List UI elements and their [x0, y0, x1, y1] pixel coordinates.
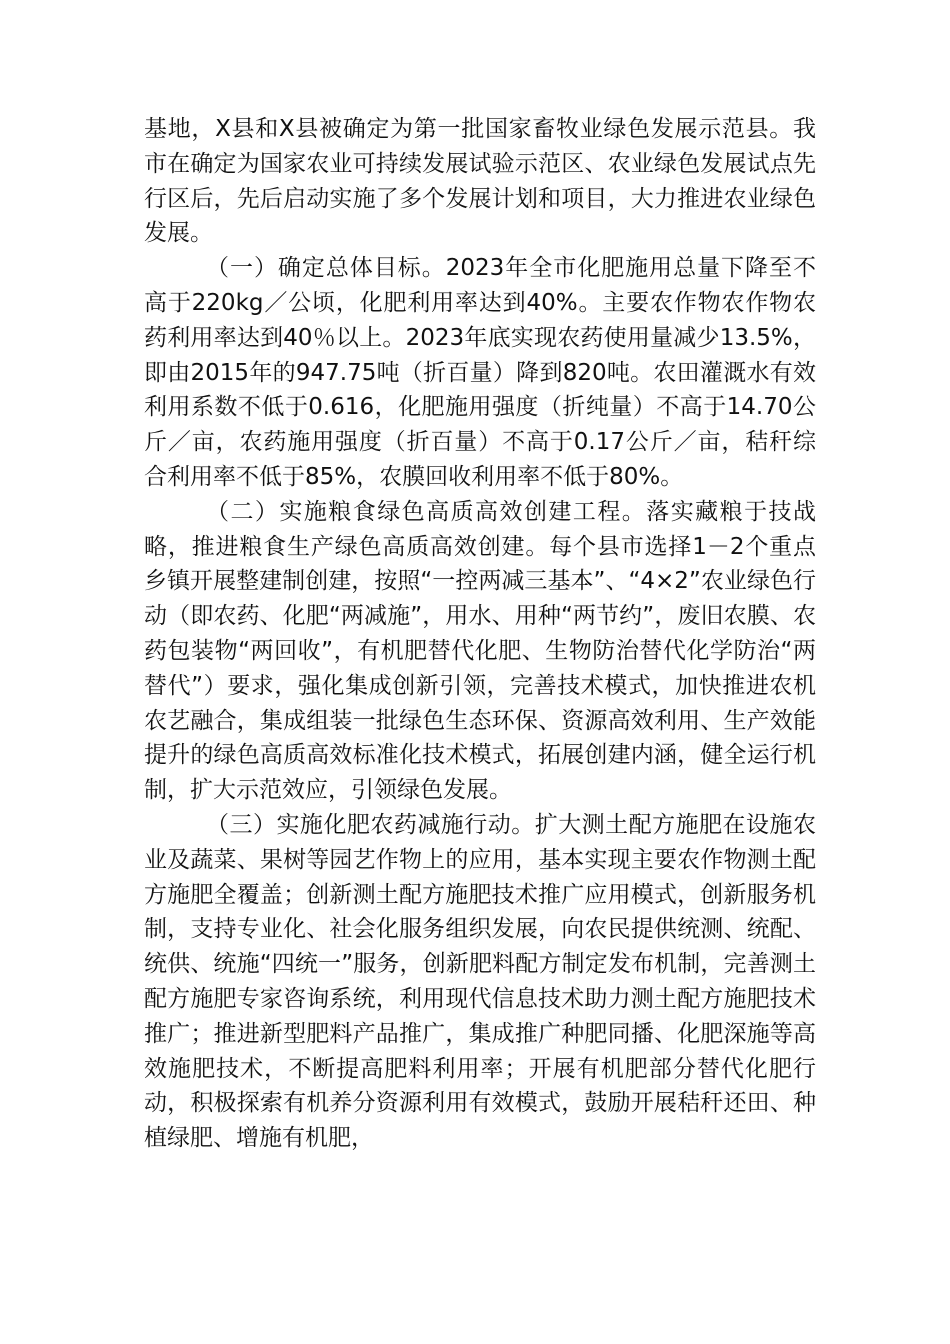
document-body	[144, 112, 816, 1156]
paragraph-continuation: 基地，X县和X县被确定为第一批国家畜牧业绿色发展示范县。我市在确定为国家农业可持续发展试验示范区、农业绿色发展试点先行区后，先后启动实施了多个发展计划和项目，大力推进农业绿色发展。	[144, 116, 816, 247]
paragraph-grain-project: （二）实施粮食绿色高质高效创建工程。落实藏粮于技战略，推进粮食生产绿色高质高效创建。每个县市选择1－2个重点乡镇开展整建制创建，按照“一控两减三基本”、“4×2”农业绿色行动（即农药、化肥“两减施”，用水、用种“两节约”，废旧农膜、农药包装物“两回收”，有机肥替代化肥、生物防治替代化学防治“两替代”）要求，强化集成创新引领，完善技术模式，加快推进农机农艺融合，集成组装一批绿色生态环保、资源高效利用、生产效能提升的绿色高质高效标准化技术模式，拓展创建内涵，健全运行机制，扩大示范效应，引领绿色发展。	[144, 498, 816, 804]
paragraph-overall-goals: （一）确定总体目标。2023年全市化肥施用总量下降至不高于220kg／公顷，化肥利用率达到40%。主要农作物农作物农药利用率达到40％以上。2023年底实现农药使用量减少13.5%，即由2015年的947.75吨（折百量）降到820吨。农田灌溉水有效利用系数不低于0.616，化肥施用强度（折纯量）不高于14.70公斤／亩，农药施用强度（折百量）不高于0.17公斤／亩，秸秆综合利用率不低于85%，农膜回收利用率不低于80%。	[144, 255, 816, 490]
paragraph-fertilizer-pesticide-reduction: （三）实施化肥农药减施行动。扩大测土配方施肥在设施农业及蔬菜、果树等园艺作物上的应用，基本实现主要农作物测土配方施肥全覆盖；创新测土配方施肥技术推广应用模式，创新服务机制，支持专业化、社会化服务组织发展，向农民提供统测、统配、统供、统施“四统一”服务，创新肥料配方制定发布机制，完善测土配方施肥专家咨询系统，利用现代信息技术助力测土配方施肥技术推广；推进新型肥料产品推广，集成推广种肥同播、化肥深施等高效施肥技术，不断提高肥料利用率；开展有机肥部分替代化肥行动，积极探索有机养分资源利用有效模式，鼓励开展秸秆还田、种植绿肥、增施有机肥，	[144, 811, 816, 1152]
